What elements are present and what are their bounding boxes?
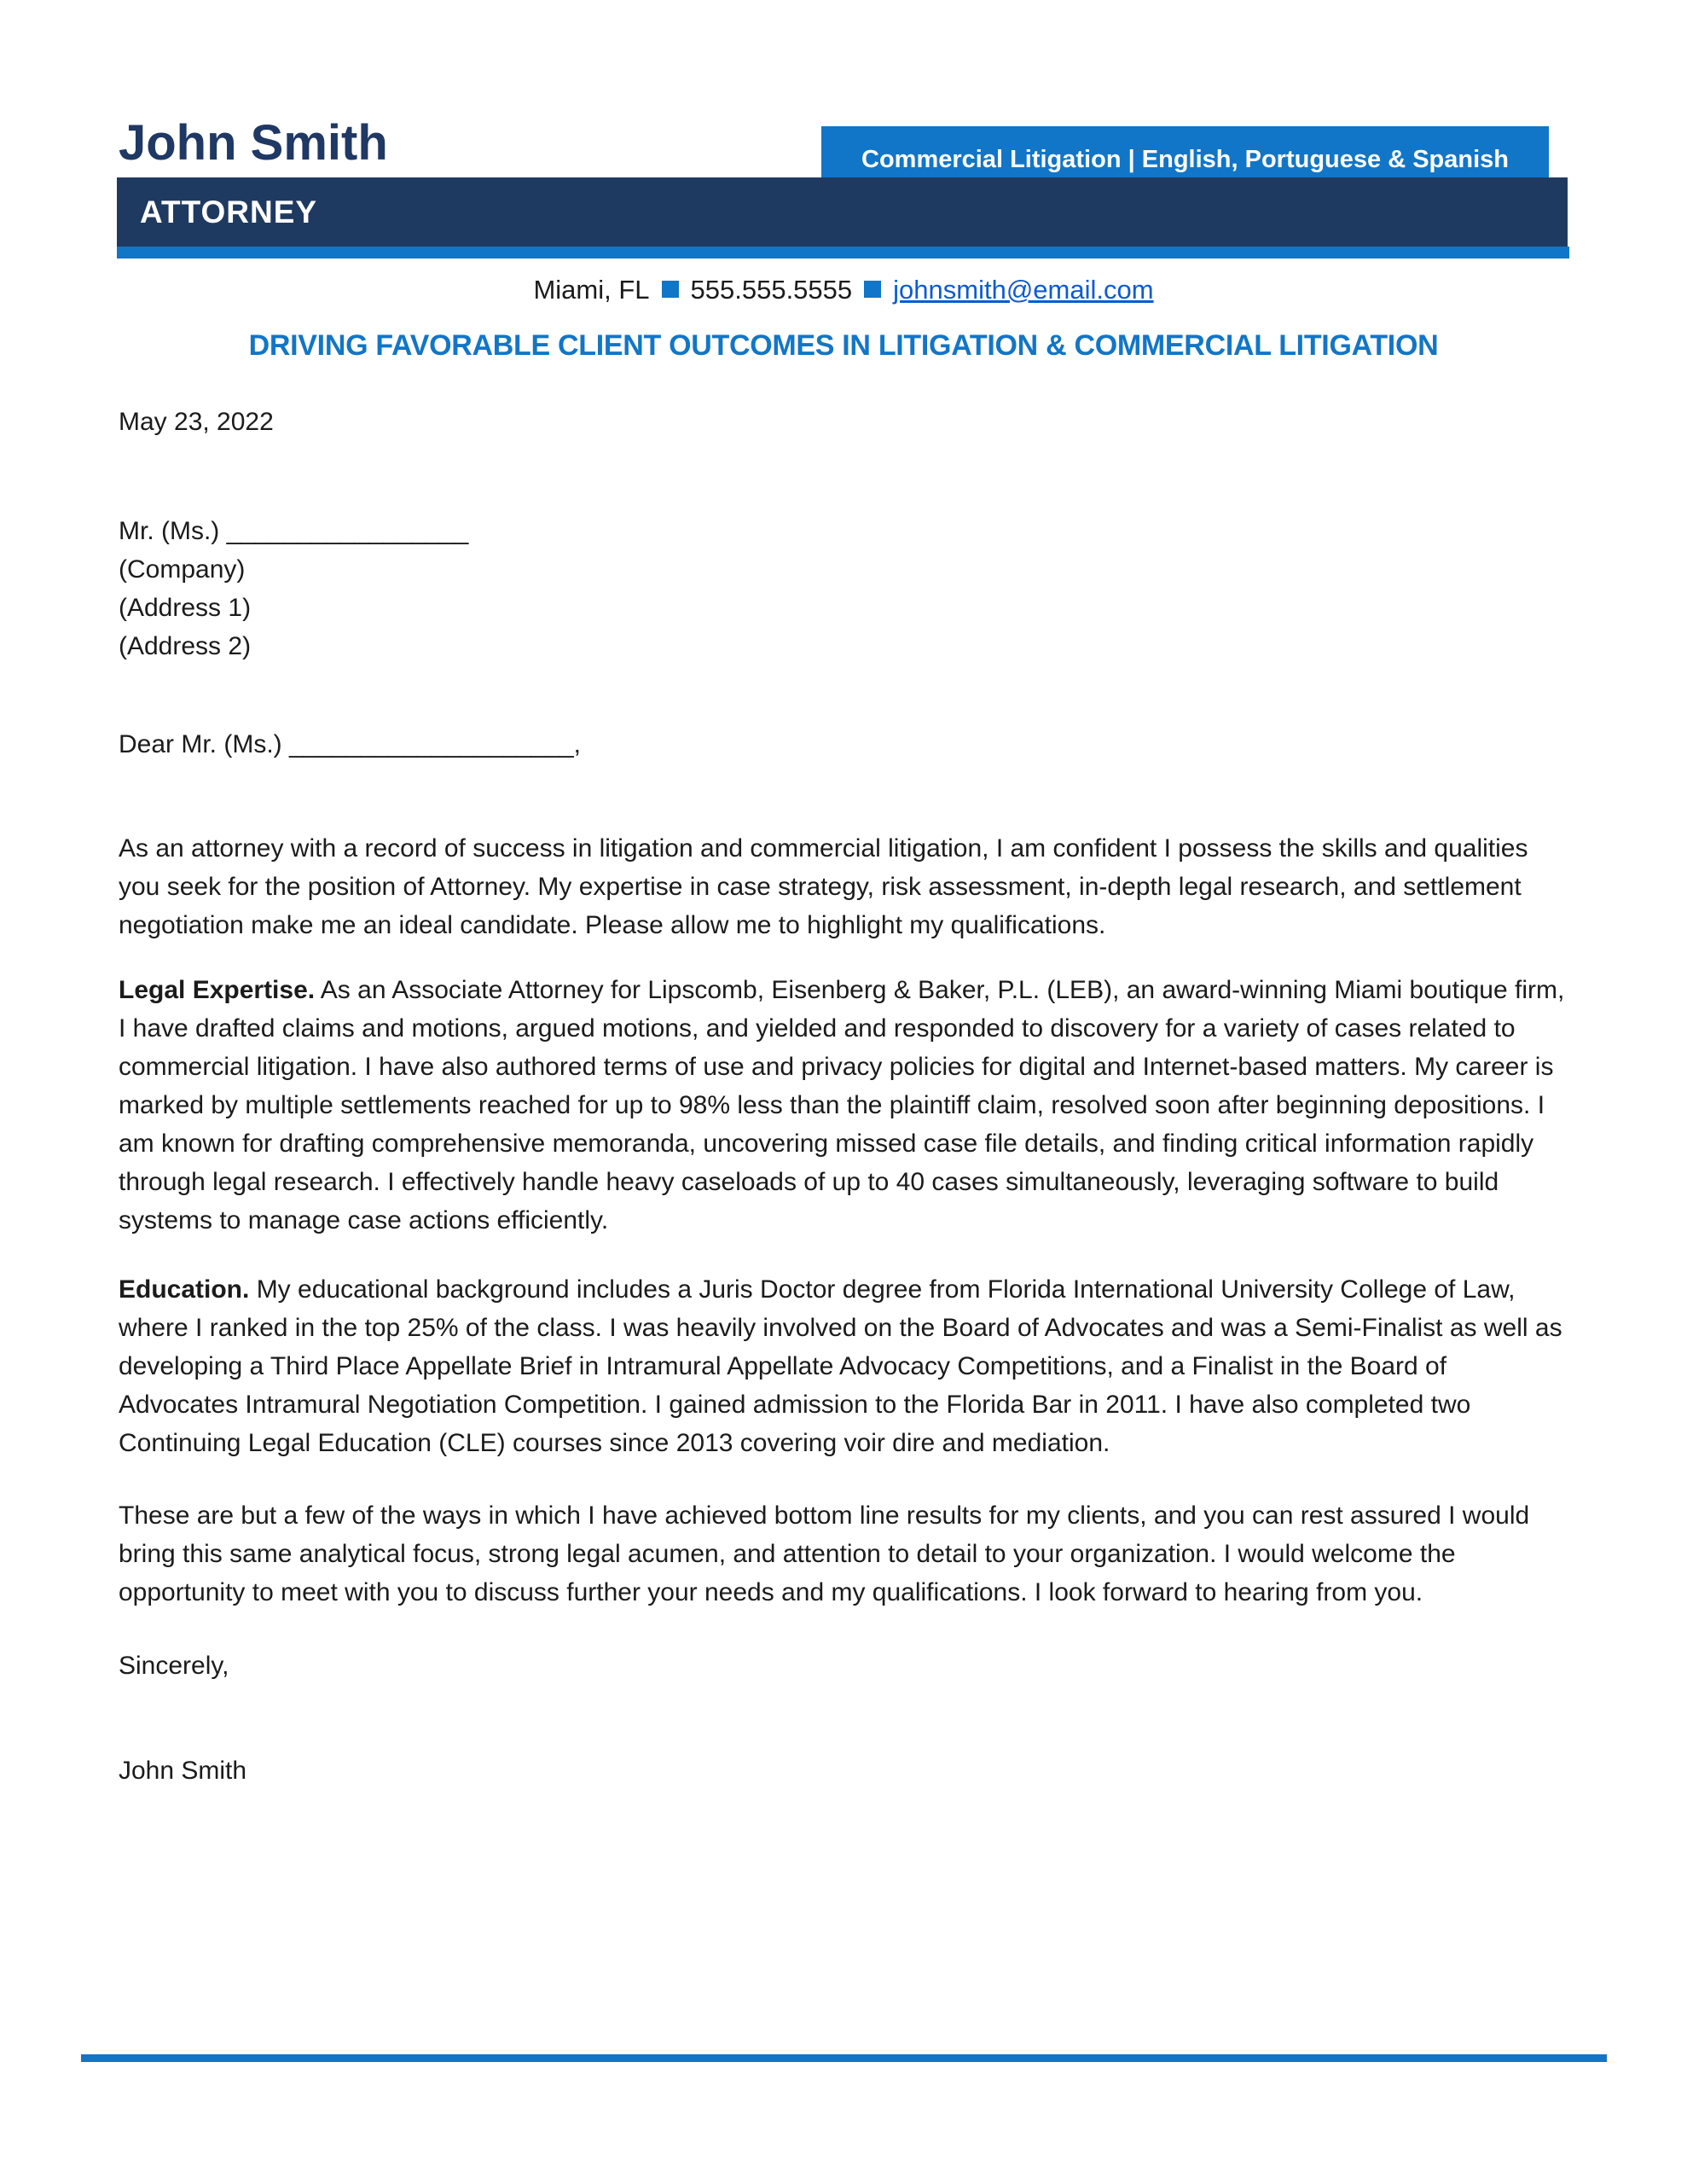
location-text: Miami, FL bbox=[533, 275, 650, 305]
recipient-address2-line: (Address 2) bbox=[119, 632, 252, 660]
footer-rule bbox=[81, 2054, 1607, 2062]
email-link[interactable]: johnsmith@email.com bbox=[893, 275, 1154, 305]
role-label: ATTORNEY bbox=[140, 194, 318, 229]
phone-text: 555.555.5555 bbox=[690, 275, 853, 305]
paragraph-text: These are but a few of the ways in which I have achieved bottom line results for my clients, and you can rest assured I would bring this same analytical focus, strong legal acumen, and attention to detail to your organization. I would welcome the opportunity to meet with you to discuss further your needs and my qualifications. I look forward to hearing from you. bbox=[119, 1502, 1530, 1606]
letter-date: May 23, 2022 bbox=[119, 408, 274, 436]
closing: Sincerely, bbox=[119, 1652, 229, 1680]
paragraph-closing-pitch bbox=[119, 1496, 1570, 1612]
headline: DRIVING FAVORABLE CLIENT OUTCOMES IN LITIGATION & COMMERCIAL LITIGATION bbox=[248, 329, 1439, 362]
signature: John Smith bbox=[119, 1757, 247, 1785]
accent-stripe bbox=[117, 247, 1569, 258]
attorney-name: John Smith bbox=[119, 115, 388, 171]
specialty-badge: Commercial Litigation | English, Portuguese & Spanish bbox=[821, 126, 1549, 193]
paragraph-text: As an Associate Attorney for Lipscomb, Eisenberg & Baker, P.L. (LEB), an award-winning Miami boutique firm, I have drafted claims and motions, argued motions, and yielded and responded to discovery for a variety of cases related to commercial litigation. I have also authored terms of use and privacy policies for digital and Internet-based matters. My career is marked by multiple settlements reached for up to 98% less than the plaintiff claim, resolved soon after beginning depositions. I am known for drafting comprehensive memoranda, uncovering missed case file details, and finding critical information rapidly through legal research. I effectively handle heavy caseloads of up to 40 cases simultaneously, leveraging software to build systems to manage case actions efficiently. bbox=[119, 976, 1565, 1234]
square-separator-icon bbox=[662, 281, 679, 298]
paragraph-intro bbox=[119, 829, 1570, 944]
square-separator-icon bbox=[864, 281, 881, 298]
paragraph-text: As an attorney with a record of success in litigation and commercial litigation, I am confident I possess the skills and qualities you seek for the position of Attorney. My expertise in case strategy, risk assessment, in-depth legal research, and settlement negotiation make me an ideal candidate. Please allow me to highlight my qualifications. bbox=[119, 834, 1528, 939]
recipient-company-line: (Company) bbox=[119, 555, 246, 584]
paragraph-education bbox=[119, 1270, 1570, 1462]
role-bar bbox=[117, 177, 1568, 247]
recipient-block bbox=[119, 512, 1570, 665]
contact-bar bbox=[0, 275, 1687, 305]
recipient-name-line: Mr. (Ms.) _________________ bbox=[119, 517, 469, 545]
paragraph-text: My educational background includes a Juris Doctor degree from Florida International University College of Law, where I ranked in the top 25% of the class. I was heavily involved on the Board of Advocates and was a Semi-Finalist as well as developing a Third Place Appellate Brief in Intramural Appellate Advocacy Competitions, and a Finalist in the Board of Advocates Intramural Negotiation Competition. I gained admission to the Florida Bar in 2011. I have also completed two Continuing Legal Education (CLE) courses since 2013 covering voir dire and mediation. bbox=[119, 1275, 1562, 1457]
paragraph-lead: Education. bbox=[119, 1275, 250, 1304]
paragraph-legal-expertise bbox=[119, 971, 1570, 1240]
paragraph-lead: Legal Expertise. bbox=[119, 976, 316, 1004]
recipient-address1-line: (Address 1) bbox=[119, 594, 252, 622]
salutation: Dear Mr. (Ms.) ____________________, bbox=[119, 730, 582, 758]
